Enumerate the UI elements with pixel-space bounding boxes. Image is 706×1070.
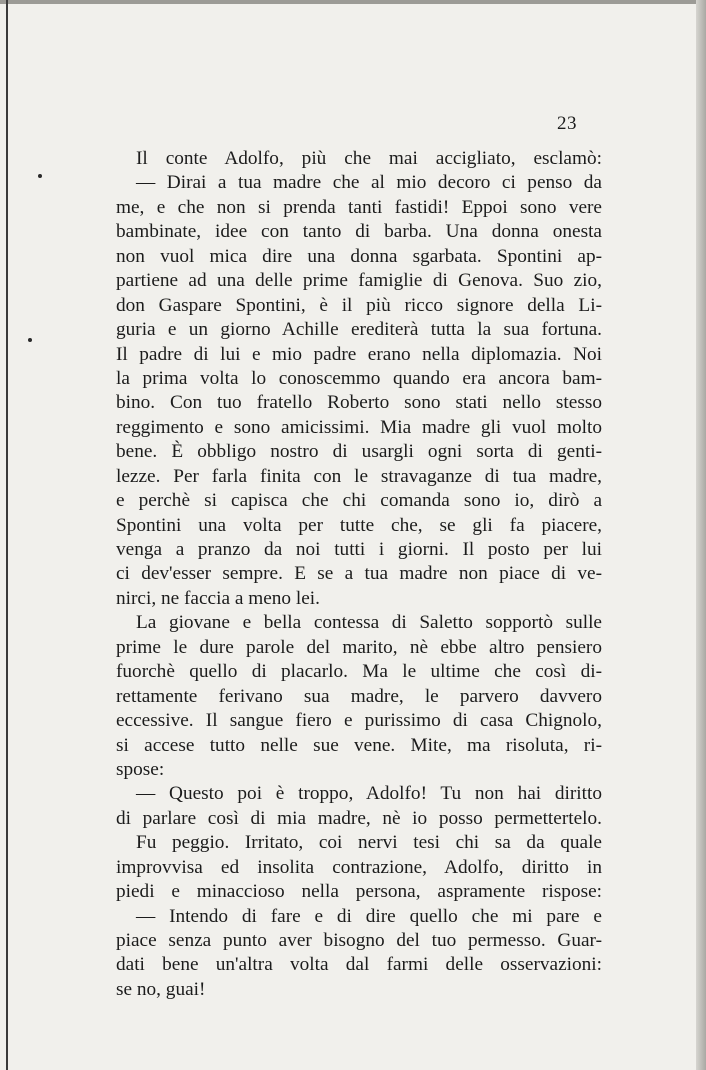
text-line: lezze. Per farla finita con le stravaganze di tua madre, (116, 465, 602, 487)
page-number: 23 (557, 113, 577, 134)
text-line: bene. È obbligo nostro di usargli ogni sorta di genti- (116, 441, 602, 463)
body-text (116, 147, 602, 1002)
text-line: venga a pranzo da noi tutti i giorni. Il posto per lui (116, 539, 602, 560)
ink-speck (38, 174, 42, 178)
text-line: — Intendo di fare e di dire quello che mi pare e (136, 905, 602, 927)
page-top-edge (0, 0, 706, 4)
text-line: me, e che non si prenda tanti fastidi! Eppoi sono vere (116, 196, 602, 218)
text-line: improvvisa ed insolita contrazione, Adolfo, diritto in (116, 856, 602, 878)
text-line: bambinate, idee con tanto di barba. Una donna onesta (116, 221, 602, 243)
text-line: la prima volta lo conoscemmo quando era ancora bam- (116, 367, 602, 389)
text-line: dati bene un'altra volta dal farmi delle osservazioni: (116, 954, 602, 976)
text-line: se no, guai! (116, 978, 206, 1000)
text-line: fuorchè quello di placarlo. Ma le ultime che così di- (116, 661, 602, 683)
text-line: ci dev'esser sempre. E se a tua madre non piace di ve- (116, 563, 602, 585)
text-line: La giovane e bella contessa di Saletto sopportò sulle (136, 612, 602, 634)
text-line: partiene ad una delle prime famiglie di Genova. Suo zio, (116, 270, 602, 292)
text-line: rettamente ferivano sua madre, le parvero davvero (116, 685, 602, 707)
page-right-edge-shadow (696, 0, 706, 1070)
text-line: Il padre di lui e mio padre erano nella diplomazia. Noi (116, 343, 602, 365)
text-line: bino. Con tuo fratello Roberto sono stati nello stesso (116, 392, 602, 414)
text-line: guria e un giorno Achille erediterà tutta la sua fortuna. (116, 319, 602, 341)
text-line: piace senza punto aver bisogno del tuo permesso. Guar- (116, 930, 602, 951)
text-line: spose: (116, 758, 165, 780)
text-line: non vuol mica dire una donna sgarbata. Spontini ap- (116, 245, 602, 267)
text-line: Spontini una volta per tutte che, se gli fa piacere, (116, 514, 602, 536)
text-line: Fu peggio. Irritato, coi nervi tesi chi sa da quale (136, 832, 602, 854)
text-line: e perchè si capisca che chi comanda sono io, dirò a (116, 490, 602, 512)
text-line: — Questo poi è troppo, Adolfo! Tu non hai diritto (136, 783, 602, 805)
text-line: eccessive. Il sangue fiero e purissimo di casa Chignolo, (116, 710, 602, 732)
ink-speck (28, 338, 32, 342)
text-line: nirci, ne faccia a meno lei. (116, 587, 320, 609)
text-line: prime le dure parole del marito, nè ebbe altro pensiero (116, 636, 602, 658)
text-line: di parlare così di mia madre, nè io posso permettertelo. (116, 807, 602, 829)
text-line: si accese tutto nelle sue vene. Mite, ma risoluta, ri- (116, 734, 602, 756)
text-line: Il conte Adolfo, più che mai accigliato, esclamò: (136, 148, 602, 169)
text-line: piedi e minaccioso nella persona, aspramente rispose: (116, 881, 602, 903)
page-left-edge (6, 0, 8, 1070)
text-line: don Gaspare Spontini, è il più ricco signore della Li- (116, 294, 602, 316)
text-line: reggimento e sono amicissimi. Mia madre gli vuol molto (116, 416, 602, 438)
text-line: — Dirai a tua madre che al mio decoro ci penso da (136, 172, 602, 194)
